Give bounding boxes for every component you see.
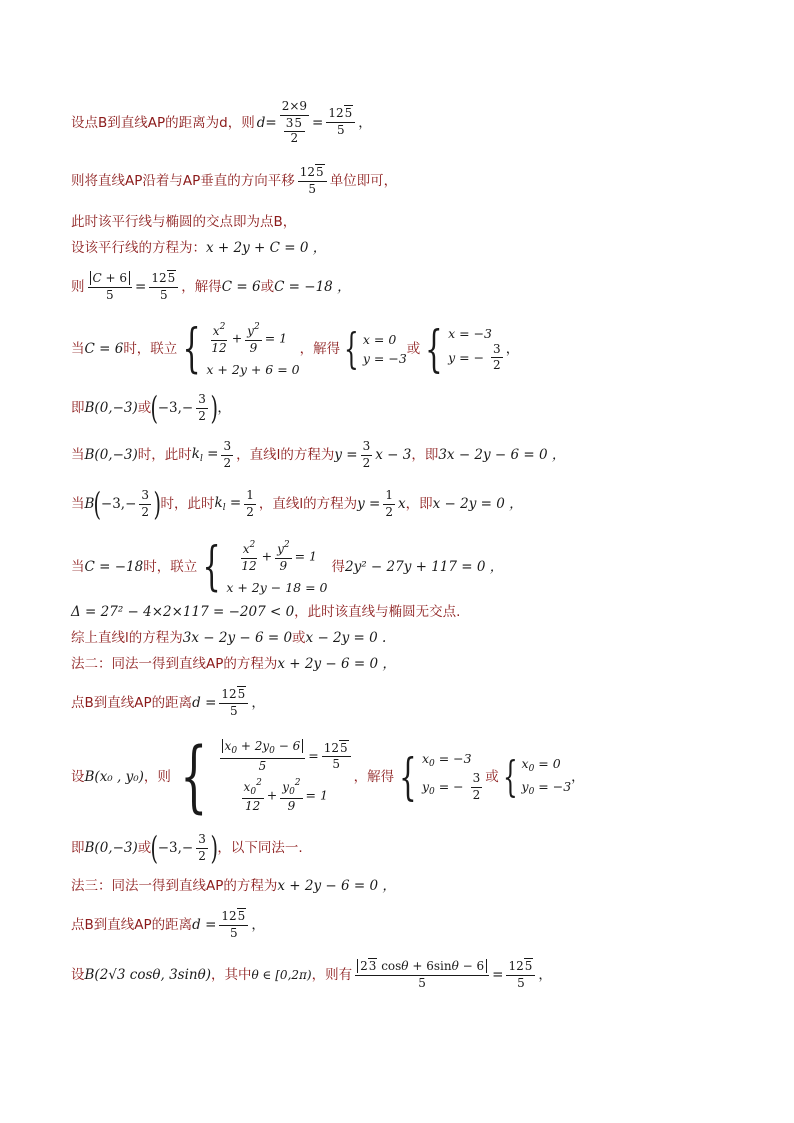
line-intersection: 此时该平行线与椭圆的交点即为点B， (71, 214, 297, 230)
text: ，解得 (353, 768, 395, 785)
fraction: $\frac{23 \cos\theta + 6\sin\theta - 6}{5}$ (355, 960, 489, 991)
math: B(0,−3) (84, 399, 138, 416)
line-points: 即 B(0,−3) 或 ( −3,− $\frac{3}{2}$ ) ， (71, 389, 231, 427)
math: x − 2y = 0 ， (432, 495, 523, 512)
text: ，即 (405, 495, 433, 512)
fraction: $\frac{C + 6}{5}$ (88, 272, 133, 303)
math: x + 2y − 6 = 0 ， (277, 878, 396, 894)
math: x − 2y = 0 . (305, 630, 387, 646)
math: x + 2y + C = 0 ， (206, 240, 327, 256)
text: 点B到直线AP的距离 (71, 695, 193, 712)
text: ，直线l的方程为 (258, 495, 358, 512)
text: 法三：同法一得到直线AP的方程为 (71, 878, 278, 894)
math: B(2√3 cosθ, 3sinθ) (84, 967, 212, 984)
text: 即 (71, 839, 85, 856)
line-method2-system: 设 B(x₀ , y₀) ，则 { $\frac{x_0 + 2y_0 - 6}{5}$ = $\frac{125}{5}$ $\frac{x_0^2}{12}$ + $\frac{y_0^2}{9}$ = 1 ，解得 { $x_0 = -3$ $y_0$ = − $\frac{3}{2}$ 或 { $x_0 = 0$ $y_0 = -3$ ， (71, 732, 585, 822)
math: ， (358, 114, 372, 131)
line-translate (71, 166, 397, 197)
line-method3-param: 设 B(2√3 cosθ, 3sinθ) ，其中 θ ∈ [0,2π) ，则有 $\frac{23 \cos\theta + 6\sin\theta - 6}{5}$ = $\frac{125}{5}$ ， (71, 959, 552, 990)
equation-system: $\frac{x_0 + 2y_0 - 6}{5}$ = $\frac{125}{5}$ $\frac{x_0^2}{12}$ + $\frac{y_0^2}{9}$ = 1 (217, 740, 354, 813)
line-method2-distance: 点B到直线AP的距离 d = $\frac{125}{5}$ ， (71, 687, 265, 718)
math: = (312, 114, 324, 131)
text: 单位即可， (329, 173, 398, 190)
line-method3 (71, 878, 396, 894)
text: 当 (71, 341, 85, 358)
fraction: $\frac{125}{5}$ (326, 107, 355, 138)
line-parallel-equation (71, 240, 326, 256)
solution-2: x = −3 y = − $\frac{3}{2}$ (448, 325, 501, 373)
text: 时，此时 (160, 495, 215, 512)
math: 3x − 2y − 6 = 0 (182, 630, 293, 646)
math: Δ = 27² − 4×2×117 = −207 < 0 (71, 604, 295, 620)
text: 设点B到直线AP的距离为d，则 (71, 114, 255, 131)
text: 或 (137, 839, 152, 856)
line-case-b1: 当 B(0,−3) 时，此时 $k_l$ = $\frac{3}{2}$ ，直线l的方程为 y = $\frac{3}{2}$ x − 3 ，即 3x − 2y − 6 = 0 ， (71, 439, 566, 470)
line-case-c6: 当 C = 6 时，联立 { $\frac{x^2}{12}$ + $\frac{y^2}{9}$ = 1 x + 2y + 6 = 0 ，解得 { x = 0 y = −3 或 { x = −3 y = − $\frac{3}{2}$ ， (71, 319, 520, 380)
math: C = 6 (84, 341, 124, 358)
line-method3-distance: 点B到直线AP的距离 d = $\frac{125}{5}$ ， (71, 909, 265, 940)
math: θ ∈ [0,2π) (251, 968, 312, 983)
text: 当 (71, 559, 85, 576)
solution-2: $x_0 = 0$ $y_0 = -3$ (521, 756, 572, 797)
text: 或 (260, 279, 275, 296)
text: ，以下同法一. (217, 839, 303, 856)
line-method2 (71, 656, 396, 672)
text: 点B到直线AP的距离 (71, 917, 193, 934)
line-solve-c: 则 $\frac{C + 6}{5}$ = $\frac{125}{5}$ ，解得 C = 6 或 C = −18 ， (71, 271, 351, 302)
text: 或 (292, 630, 306, 646)
math: x + 2y − 6 = 0 ， (277, 656, 396, 672)
line-case-c-18: 当 C = −18 时，联立 { $\frac{x^2}{12}$ + $\frac{y^2}{9}$ = 1 x + 2y − 18 = 0 得 2y² − 27y + 117 = 0 ， (71, 537, 504, 598)
text: 或 (406, 341, 421, 358)
text: ，即 (411, 447, 439, 464)
math: C = −18 (84, 559, 144, 576)
math: C = 6 (221, 279, 261, 296)
math: d = (192, 695, 217, 712)
math: B(0,−3) (84, 839, 138, 856)
text: ，此时该直线与椭圆无交点. (294, 604, 461, 620)
text: ，则有 (311, 967, 353, 984)
text: 设 (71, 768, 85, 785)
text: 则将直线AP沿着与AP垂直的方向平移 (71, 173, 295, 190)
text: 设该平行线的方程为： (71, 240, 206, 256)
line-summary (71, 630, 386, 646)
text: 当 (71, 495, 85, 512)
math: C = −18 ， (274, 279, 351, 296)
text: 得 (331, 559, 345, 576)
solution-1: x = 0 y = −3 (362, 332, 407, 367)
text: 设 (71, 967, 85, 984)
text: 法二：同法一得到直线AP的方程为 (71, 656, 278, 672)
text: 当 (71, 447, 85, 464)
text: 则 (71, 279, 85, 296)
math: = (265, 114, 277, 131)
math: B(x₀ , y₀) (84, 768, 144, 785)
fraction: 125 5 (298, 166, 327, 197)
text: 即 (71, 399, 85, 416)
solution-1: $x_0 = -3$ $y_0$ = − $\frac{3}{2}$ (421, 751, 481, 802)
line-method2-points: 即 B(0,−3) 或 ( −3,− $\frac{3}{2}$ ) ，以下同法一. (71, 829, 303, 867)
fraction: $\frac{125}{5}$ (149, 272, 178, 303)
text: ，解得 (181, 279, 222, 296)
equation-system: $\frac{x^2}{12}$ + $\frac{y^2}{9}$ = 1 x + 2y − 18 = 0 (226, 540, 328, 595)
math: 2y² − 27y + 117 = 0 ， (345, 559, 504, 576)
text: ，其中 (211, 967, 252, 984)
line-distance-intro (71, 100, 372, 145)
text: 或 (137, 399, 152, 416)
text: ，直线l的方程为 (236, 447, 335, 464)
math: 3x − 2y − 6 = 0 ， (438, 447, 566, 464)
text: 或 (485, 768, 499, 785)
text: 时，此时 (137, 447, 192, 464)
line-case-b2: 当 B ( −3,− $\frac{3}{2}$ ) 时，此时 $k_l$ = $\frac{1}{2}$ ，直线l的方程为 y = $\frac{1}{2}$ x ，即 x − 2y = 0 ， (71, 485, 523, 523)
text: 综上直线l的方程为 (71, 630, 183, 646)
text: ，解得 (299, 341, 341, 358)
text: 时，联立 (123, 341, 178, 358)
text: 时，联立 (143, 559, 198, 576)
math: d (256, 114, 266, 131)
math: d = (192, 917, 217, 934)
fraction: 2×9 35 2 (281, 99, 308, 145)
line-discriminant (71, 604, 460, 620)
text: ，则 (143, 768, 171, 785)
math: B(0,−3) (84, 447, 138, 464)
brace: { (182, 319, 201, 380)
equation-system: $\frac{x^2}{12}$ + $\frac{y^2}{9}$ = 1 x + 2y + 6 = 0 (206, 322, 300, 377)
